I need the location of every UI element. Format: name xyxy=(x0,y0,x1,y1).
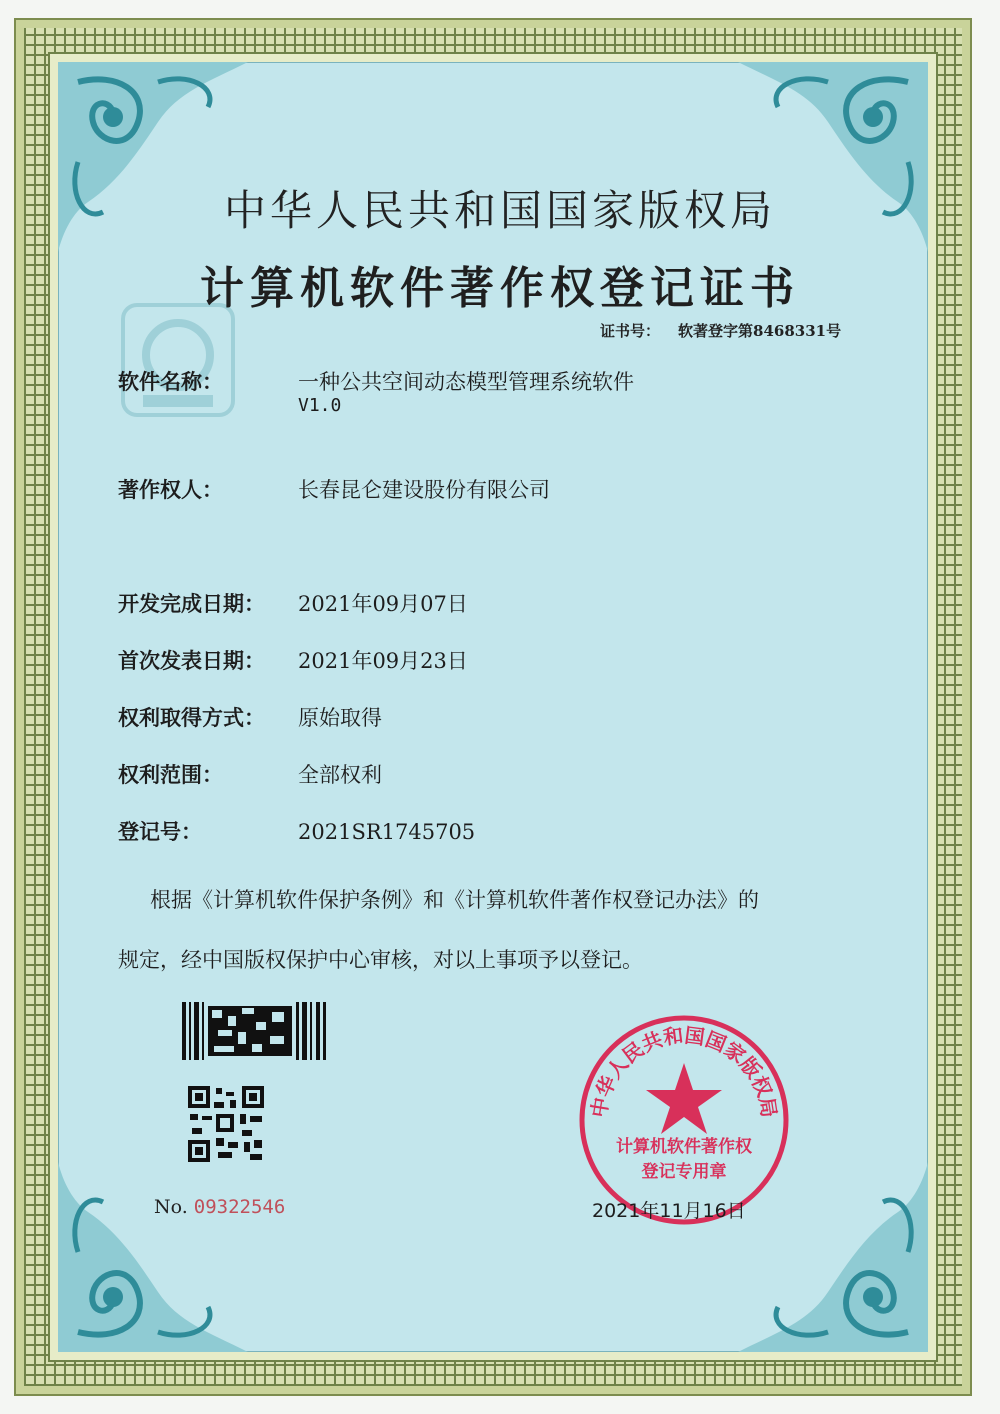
field-registration-no xyxy=(118,816,475,846)
seal-line-1: 计算机软件著作权 xyxy=(616,1137,752,1157)
software-name-label: 软件名称： xyxy=(118,370,223,394)
issue-date: 2021年11月16日 xyxy=(592,1200,746,1222)
seal-star-icon xyxy=(646,1063,722,1134)
corner-ornament-bottom-left xyxy=(58,1162,248,1352)
official-seal xyxy=(577,1013,791,1227)
field-first-publication-date xyxy=(118,645,468,675)
rights-scope-label: 权利范围： xyxy=(118,763,223,787)
field-completion-date xyxy=(118,588,468,618)
watermark-logo-icon xyxy=(118,300,238,420)
registration-no-value: 2021SR1745705 xyxy=(298,820,476,844)
statement-line-2: 规定，经中国版权保护中心审核，对以上事项予以登记。 xyxy=(118,948,643,972)
registration-no-label: 登记号： xyxy=(118,820,202,844)
certificate-number-value: 软著登字第8468331号 xyxy=(678,322,842,340)
acquisition-method-value: 原始取得 xyxy=(298,706,382,730)
field-software-name xyxy=(118,366,634,396)
serial-number xyxy=(154,1196,285,1218)
completion-date-value: 2021年09月07日 xyxy=(298,592,468,616)
qr-code-icon xyxy=(188,1086,264,1162)
statement-line-1: 根据《计算机软件保护条例》和《计算机软件著作权登记办法》的 xyxy=(150,888,759,912)
field-copyright-owner xyxy=(118,474,550,504)
acquisition-method-label: 权利取得方式： xyxy=(118,706,265,730)
barcode-icon xyxy=(182,1002,326,1060)
field-rights-scope xyxy=(118,759,382,789)
certificate-title: 计算机软件著作权登记证书 xyxy=(200,263,800,314)
issuing-authority: 中华人民共和国国家版权局 xyxy=(223,186,776,235)
rights-scope-value: 全部权利 xyxy=(298,763,382,787)
completion-date-label: 开发完成日期： xyxy=(118,592,265,616)
first-publication-date-value: 2021年09月23日 xyxy=(298,649,468,673)
software-version: V1.0 xyxy=(298,395,342,416)
seal-arc-text: 中华人民共和国国家版权局 xyxy=(586,1023,782,1120)
copyright-owner-value: 长春昆仑建设股份有限公司 xyxy=(298,478,550,502)
field-acquisition-method xyxy=(118,702,382,732)
serial-number-value: 09322546 xyxy=(193,1196,286,1218)
seal-line-2: 登记专用章 xyxy=(641,1162,727,1182)
first-publication-date-label: 首次发表日期： xyxy=(118,649,265,673)
copyright-owner-label: 著作权人： xyxy=(118,478,223,502)
software-name-value: 一种公共空间动态模型管理系统软件 xyxy=(298,370,634,394)
certificate-number-label: 证书号： xyxy=(600,322,661,340)
serial-prefix: No. xyxy=(154,1196,188,1218)
certificate-number xyxy=(600,320,841,341)
